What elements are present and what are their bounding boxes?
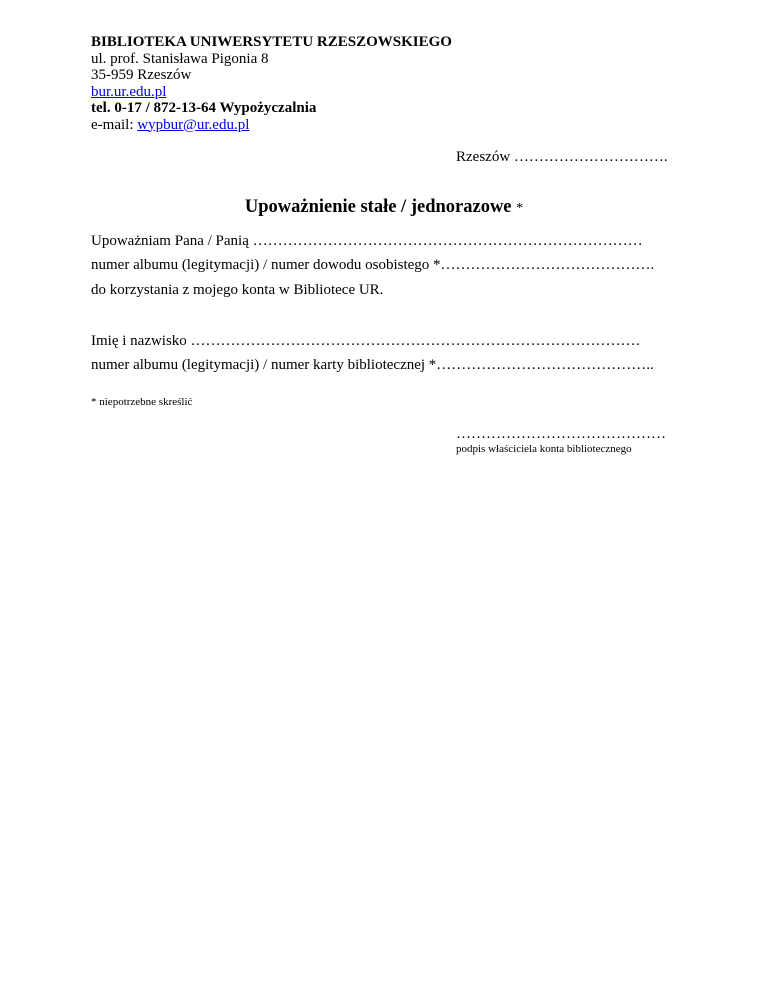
owner-name-field: Imię i nazwisko ……………………………………………………………………………… xyxy=(91,333,641,349)
authorized-person-field: Upoważniam Pana / Panią …………………………………………………………………… xyxy=(91,233,643,249)
owner-id-field: numer albumu (legitymacji) / numer karty bibliotecznej *…………………………………….. xyxy=(91,357,654,373)
street-address: ul. prof. Stanisława Pigonia 8 xyxy=(91,50,269,67)
authorization-purpose: do korzystania z mojego konta w Bibliotece UR. xyxy=(91,282,384,298)
title-footnote-marker: * xyxy=(516,201,524,216)
document-title xyxy=(0,197,768,218)
postal-city: 35-959 Rzeszów xyxy=(91,67,192,83)
email-link[interactable]: wypbur@ur.edu.pl xyxy=(137,116,250,133)
signature-line: …………………………………… xyxy=(456,426,666,442)
authorized-id-field: numer albumu (legitymacji) / numer dowodu osobistego *……………………………………. xyxy=(91,257,655,273)
title-text: Upoważnienie stałe / jednorazowe xyxy=(244,197,512,217)
website-link[interactable]: bur.ur.edu.pl xyxy=(91,83,167,100)
footnote: * niepotrzebne skreślić xyxy=(91,396,193,408)
signature-label: podpis właściciela konta bibliotecznego xyxy=(456,443,632,455)
phone-number: tel. 0-17 / 872-13-64 Wypożyczalnia xyxy=(91,100,317,116)
library-header xyxy=(91,34,452,133)
email-label: e-mail: xyxy=(91,116,138,133)
place-date-field: Rzeszów …………………………. xyxy=(456,149,668,165)
institution-name: BIBLIOTEKA UNIWERSYTETU RZESZOWSKIEGO xyxy=(91,34,452,50)
